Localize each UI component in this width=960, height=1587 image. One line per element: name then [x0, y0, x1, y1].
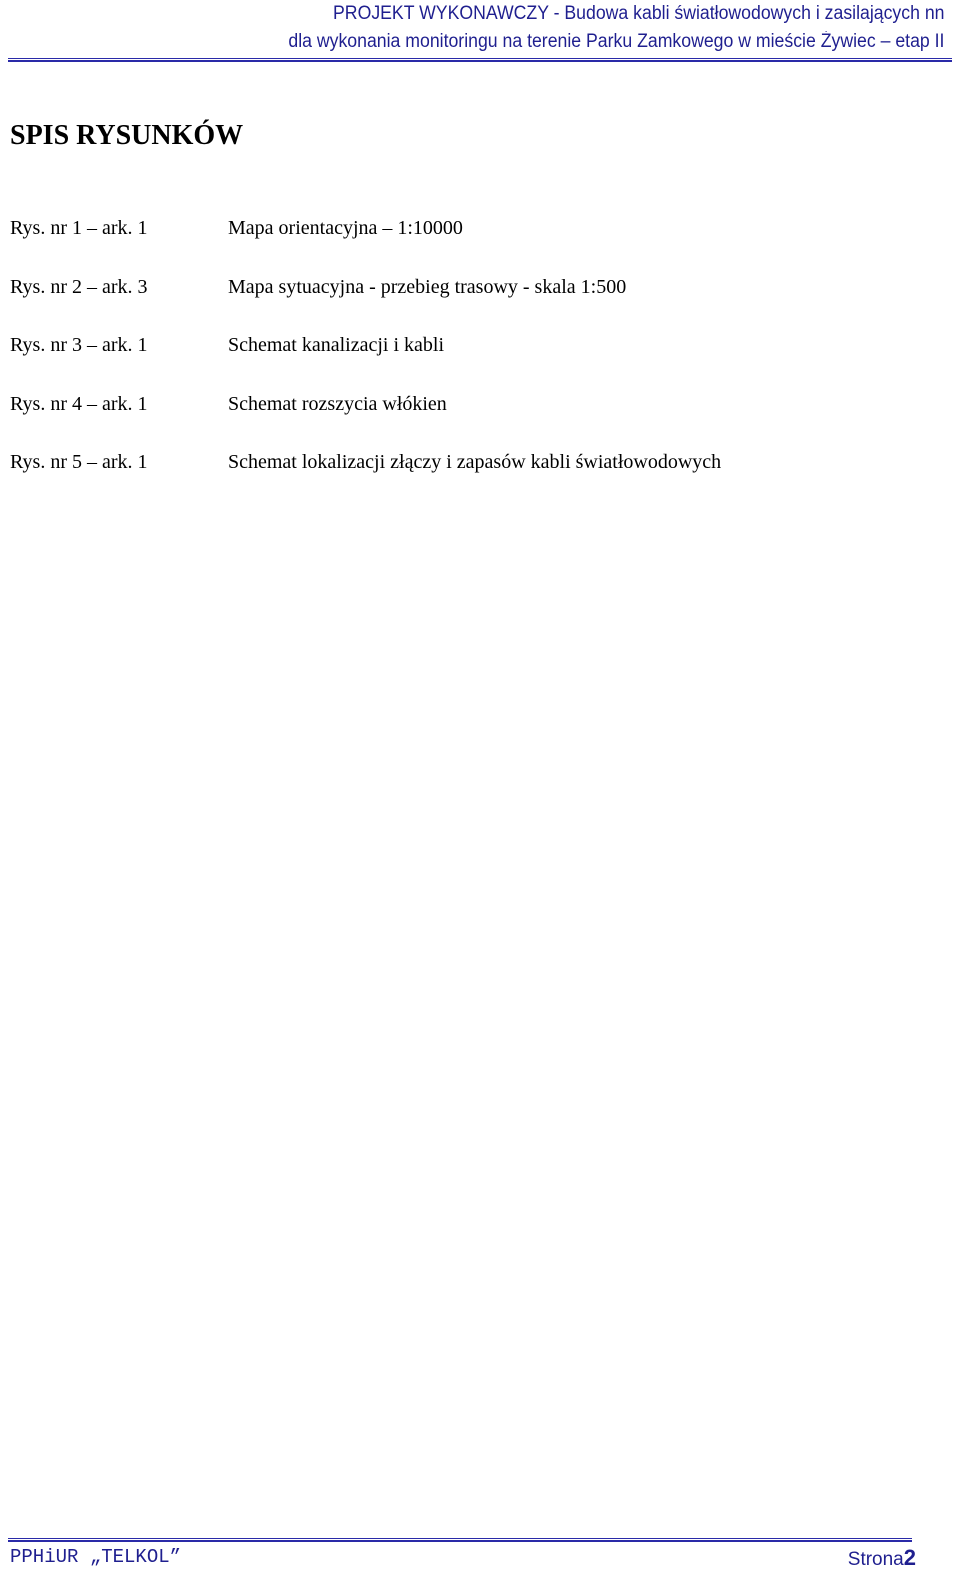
header-project-title: PROJEKT WYKONAWCZY - Budowa kabli światłowodowych i zasilających nn — [332, 3, 944, 24]
header-project-subtitle: dla wykonania monitoringu na terenie Parku Zamkowego w mieście Żywiec – etap II — [287, 31, 944, 52]
list-item — [10, 273, 721, 332]
drawing-reference: Rys. nr 2 – ark. 3 — [10, 275, 148, 298]
drawing-description: Schemat kanalizacji i kabli — [228, 334, 445, 356]
drawing-description: Schemat rozszycia włókien — [228, 392, 447, 415]
page-title: SPIS RYSUNKÓW — [10, 120, 244, 151]
page-number: 2 — [903, 1545, 916, 1570]
footer-divider — [8, 1538, 912, 1542]
page-label: Strona — [847, 1549, 904, 1570]
footer-page-number — [848, 1545, 916, 1571]
list-item — [10, 214, 721, 273]
drawing-description: Mapa sytuacyjna - przebieg trasowy - skala 1:500 — [228, 275, 627, 298]
drawing-reference: Rys. nr 5 – ark. 1 — [10, 451, 148, 473]
list-item — [10, 331, 721, 390]
drawing-description: Mapa orientacyjna – 1:10000 — [228, 217, 463, 239]
drawing-reference: Rys. nr 3 – ark. 1 — [10, 334, 148, 356]
list-item — [10, 448, 721, 507]
drawing-reference: Rys. nr 1 – ark. 1 — [10, 217, 148, 239]
header-divider — [8, 58, 952, 62]
drawings-list — [10, 214, 721, 507]
footer-company-name: PPHiUR „TELKOL” — [10, 1546, 182, 1568]
drawing-reference: Rys. nr 4 – ark. 1 — [10, 392, 148, 415]
drawing-description: Schemat lokalizacji złączy i zapasów kabli światłowodowych — [228, 451, 722, 473]
list-item — [10, 390, 721, 449]
